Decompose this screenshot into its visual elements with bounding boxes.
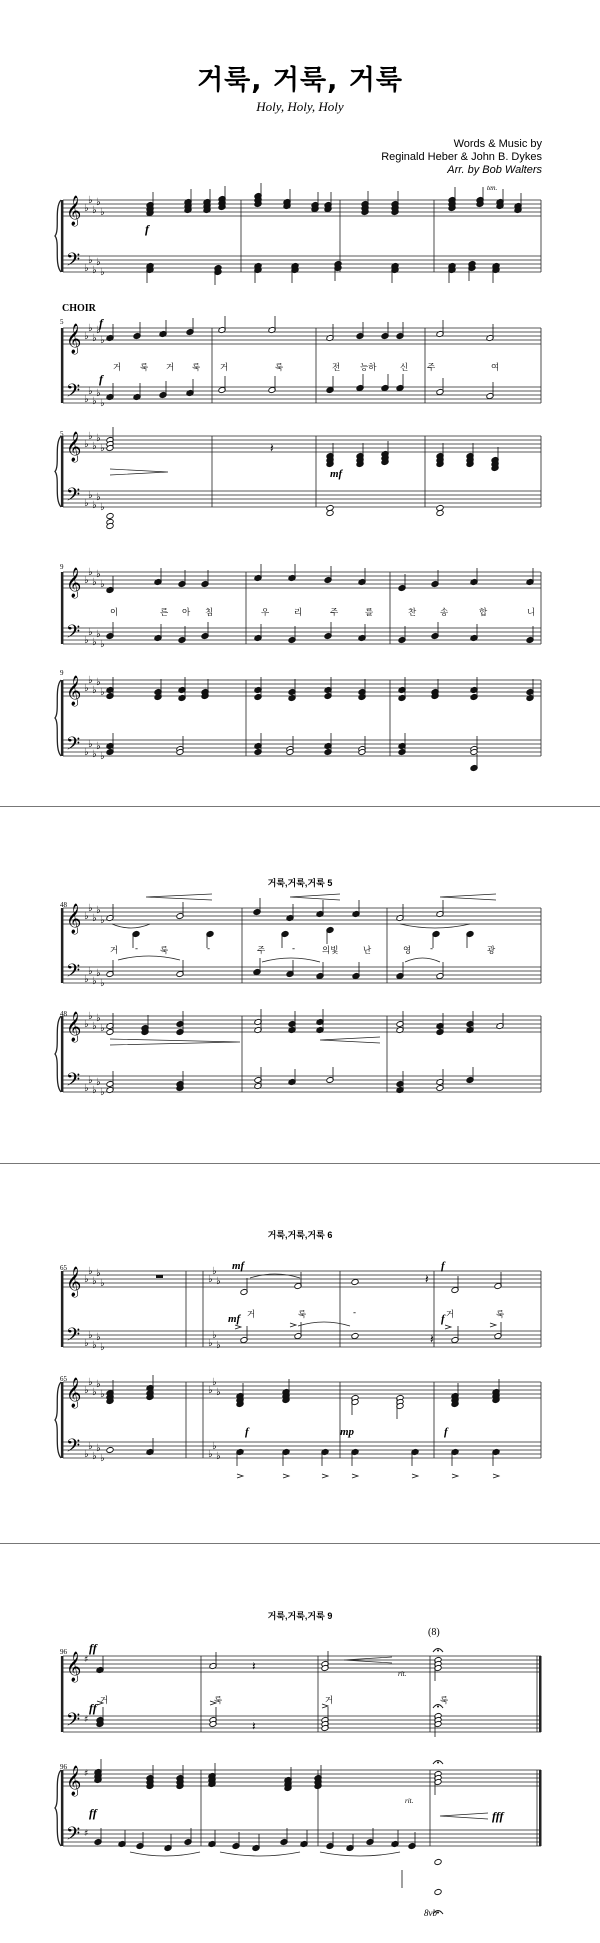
flat-icon: ♭	[96, 1332, 101, 1343]
flat-icon: ♭	[216, 1276, 221, 1287]
slur	[112, 924, 150, 928]
flat-icon: ♭	[92, 1451, 97, 1462]
flat-icon: ♭	[92, 1340, 97, 1351]
flat-icon: ♭	[88, 431, 93, 442]
lyric-syllable: 아	[182, 608, 191, 618]
flat-icon: ♭	[212, 1266, 217, 1277]
slur	[118, 956, 180, 960]
flat-icon: ♭	[92, 577, 97, 588]
lyric-syllable: 룩	[298, 1310, 307, 1320]
treble-clef-icon: 𝄞	[66, 1267, 82, 1297]
flat-icon: ♭	[88, 567, 93, 578]
accent-mark	[352, 1474, 358, 1478]
rit-marking: rit.	[398, 1670, 407, 1678]
lyric-syllable: 룩	[440, 1696, 449, 1706]
crescendo	[290, 894, 340, 900]
treble-clef-icon: 𝄞	[66, 324, 82, 354]
flat-icon: ♭	[88, 1441, 93, 1452]
flat-icon: ♭	[96, 388, 101, 399]
flat-icon: ♭	[84, 747, 89, 758]
measure-number: 9	[60, 669, 64, 677]
lyric-syllable: 거	[166, 363, 175, 373]
flat-icon: ♭	[100, 687, 105, 698]
note-head	[434, 1858, 442, 1865]
lyric-syllable: 의빛	[322, 946, 339, 956]
accent-mark	[412, 1474, 418, 1478]
brace-icon	[55, 1016, 61, 1092]
flat-icon: ♭	[92, 976, 97, 987]
decrescendo	[110, 469, 168, 475]
arranger-credit: Arr. by Bob Walters	[447, 164, 542, 176]
flat-icon: ♭	[92, 637, 97, 648]
measure-number: 96	[60, 1763, 67, 1771]
lyric-syllable: 광	[487, 946, 496, 956]
note-head	[351, 1332, 359, 1339]
flat-icon: ♭	[100, 443, 105, 454]
dynamic-marking: mf	[330, 468, 343, 480]
bass-clef-icon: 𝄢	[66, 1325, 81, 1350]
accent-mark	[322, 1474, 328, 1478]
flat-icon: ♭	[92, 1085, 97, 1096]
lyric-syllable: 룩	[140, 363, 149, 373]
dynamic-marking: f	[99, 372, 103, 386]
measure-number: 48	[60, 1010, 67, 1018]
flat-icon: ♭	[84, 974, 89, 985]
lyric-syllable: 이	[110, 608, 119, 618]
page-subtitle: Holy, Holy, Holy	[256, 99, 344, 114]
flat-icon: ♭	[212, 1377, 217, 1388]
lyric-syllable: 리	[294, 608, 303, 618]
lyric-syllable: 거	[113, 363, 122, 373]
flat-icon: ♭	[88, 966, 93, 977]
note-head	[106, 512, 114, 519]
treble-clef-icon: 𝄞	[66, 1766, 82, 1796]
lyric-syllable: 룩	[160, 946, 169, 956]
flat-icon: ♭	[92, 913, 97, 924]
flat-icon: ♭	[84, 1385, 89, 1396]
dynamic-marking: mp	[340, 1426, 355, 1438]
bass-clef-icon: 𝄢	[66, 1824, 81, 1849]
lyric-syllable: 주	[257, 946, 266, 956]
flat-icon: ♭	[92, 333, 97, 344]
flat-icon: ♭	[96, 1379, 101, 1390]
flat-icon: ♭	[100, 1453, 105, 1464]
dynamic-marking: mf	[228, 1313, 241, 1325]
brace-icon	[55, 436, 61, 507]
flat-icon: ♭	[100, 751, 105, 762]
flat-icon: ♭	[84, 1019, 89, 1030]
bass-clef-icon: 𝄢	[66, 1436, 81, 1461]
flat-icon: ♭	[88, 490, 93, 501]
flat-icon: ♭	[100, 335, 105, 346]
flat-icon: ♭	[96, 968, 101, 979]
flat-icon: ♭	[100, 1023, 105, 1034]
flat-icon: ♭	[96, 257, 101, 268]
page-separator	[0, 1543, 600, 1544]
flat-icon: ♭	[208, 1338, 213, 1349]
flat-icon: ♭	[212, 1330, 217, 1341]
measure-number: 9	[60, 563, 64, 571]
flat-icon: ♭	[88, 323, 93, 334]
lyric-syllable: -	[207, 944, 211, 954]
flat-icon: ♭	[84, 498, 89, 509]
lyric-syllable: 거	[325, 1696, 334, 1706]
flat-icon: ♭	[96, 677, 101, 688]
flat-icon: ♭	[100, 207, 105, 218]
lyric-syllable: 침	[205, 608, 214, 618]
lyric-syllable: 여	[491, 363, 500, 373]
flat-icon: ♭	[84, 263, 89, 274]
flat-icon: ♭	[88, 386, 93, 397]
slur	[400, 924, 470, 928]
lyric-syllable: 찬	[408, 608, 417, 618]
flat-icon: ♭	[100, 1342, 105, 1353]
flat-icon: ♭	[96, 629, 101, 640]
dynamic-marking: f	[99, 316, 103, 330]
bass-clef-icon: 𝄢	[66, 734, 81, 759]
flat-icon: ♭	[84, 1449, 89, 1460]
bass-clef-icon: 𝄢	[66, 622, 81, 647]
treble-clef-icon: 𝄞	[66, 676, 82, 706]
flat-icon: ♭	[84, 683, 89, 694]
accent-mark	[452, 1474, 458, 1478]
page-separator	[0, 1163, 600, 1164]
flat-icon: ♭	[84, 1083, 89, 1094]
flat-icon: ♭	[92, 685, 97, 696]
dynamic-marking: fff	[492, 1809, 504, 1823]
flat-icon: ♭	[96, 492, 101, 503]
flat-icon: ♭	[88, 1377, 93, 1388]
dynamic-marking: f	[245, 1426, 249, 1438]
lyric-syllable: 른	[160, 608, 169, 618]
rit-marking: rit.	[405, 1797, 414, 1805]
fermata-dot	[437, 1706, 439, 1708]
flat-icon: ♭	[88, 903, 93, 914]
accent-mark	[490, 1323, 496, 1327]
flat-icon: ♭	[92, 396, 97, 407]
lyric-syllable: 송	[440, 608, 449, 618]
flat-icon: ♭	[92, 500, 97, 511]
flat-icon: ♭	[88, 675, 93, 686]
flat-icon: ♭	[100, 1087, 105, 1098]
crescendo	[146, 894, 212, 900]
flat-icon: ♭	[88, 255, 93, 266]
lyric-syllable: 신	[400, 363, 409, 373]
sharp-icon: ♯	[84, 1715, 89, 1725]
dynamic-marking: mf	[232, 1260, 245, 1272]
lyric-syllable: 룩	[496, 1310, 505, 1320]
measure-paren: (8)	[428, 1627, 440, 1638]
flat-icon: ♭	[212, 1441, 217, 1452]
flat-icon: ♭	[96, 433, 101, 444]
note-head	[434, 1888, 442, 1895]
fermata-dot	[437, 1762, 439, 1764]
credit-line: Reginald Heber & John B. Dykes	[381, 151, 542, 163]
flat-icon: ♭	[84, 203, 89, 214]
slur	[320, 1852, 400, 1856]
note-head	[351, 1278, 359, 1285]
flat-icon: ♭	[88, 1266, 93, 1277]
treble-clef-icon: 𝄞	[66, 432, 82, 462]
lyric-syllable: 주	[427, 363, 436, 373]
flat-icon: ♭	[88, 1011, 93, 1022]
page-header: 거룩,거룩,거룩 9	[267, 1611, 333, 1621]
flat-icon: ♭	[216, 1451, 221, 1462]
flat-icon: ♭	[84, 1274, 89, 1285]
flat-icon: ♭	[96, 569, 101, 580]
fermata-dot	[437, 1650, 439, 1652]
lyric-syllable: 거	[110, 946, 119, 956]
brace-icon	[55, 680, 61, 756]
final-barline	[539, 1656, 542, 1732]
flat-icon: ♭	[88, 627, 93, 638]
accent-mark	[235, 1325, 241, 1329]
flat-icon: ♭	[92, 265, 97, 276]
flat-icon: ♭	[100, 579, 105, 590]
flat-icon: ♭	[100, 639, 105, 650]
accent-mark	[445, 1325, 451, 1329]
flat-icon: ♭	[88, 739, 93, 750]
flat-icon: ♭	[96, 1077, 101, 1088]
lyric-syllable: 합	[479, 608, 488, 618]
flat-icon: ♭	[100, 502, 105, 513]
sharp-icon: ♯	[84, 1829, 89, 1839]
brace-icon	[55, 1382, 61, 1458]
lyric-syllable: 거	[220, 363, 229, 373]
rest-icon: 𝄽	[425, 1272, 429, 1286]
flat-icon: ♭	[96, 1268, 101, 1279]
flat-icon: ♭	[100, 915, 105, 926]
treble-clef-icon: 𝄞	[66, 196, 82, 226]
flat-icon: ♭	[96, 741, 101, 752]
flat-icon: ♭	[84, 575, 89, 586]
brace-icon	[55, 200, 61, 272]
page-header: 거룩,거룩,거룩 5	[267, 878, 333, 888]
treble-clef-icon: 𝄞	[66, 568, 82, 598]
sharp-icon: ♯	[84, 1655, 89, 1665]
bass-clef-icon: 𝄢	[66, 485, 81, 510]
dynamic-marking: f	[441, 1313, 445, 1325]
flat-icon: ♭	[216, 1340, 221, 1351]
tempo-mark: ten.	[487, 184, 498, 192]
bass-clef-icon: 𝄢	[66, 381, 81, 406]
bass-clef-icon: 𝄢	[66, 1070, 81, 1095]
flat-icon: ♭	[96, 197, 101, 208]
flat-icon: ♭	[100, 978, 105, 989]
bass-clef-icon: 𝄢	[66, 961, 81, 986]
flat-icon: ♭	[84, 331, 89, 342]
brace-icon	[55, 1770, 61, 1846]
lyric-syllable: 영	[403, 946, 412, 956]
flat-icon: ♭	[216, 1387, 221, 1398]
flat-icon: ♭	[96, 325, 101, 336]
lyric-syllable: 룩	[214, 1696, 223, 1706]
accent-mark	[290, 1323, 296, 1327]
flat-icon: ♭	[208, 1385, 213, 1396]
final-barline	[539, 1770, 542, 1846]
measure-number: 65	[60, 1264, 67, 1272]
sharp-icon: ♯	[84, 1769, 89, 1779]
decrescendo	[110, 1039, 240, 1045]
flat-icon: ♭	[208, 1274, 213, 1285]
dynamic-marking: ff	[89, 1806, 97, 1820]
flat-icon: ♭	[92, 1276, 97, 1287]
flat-icon: ♭	[88, 1330, 93, 1341]
measure-number: 96	[60, 1648, 67, 1656]
flat-icon: ♭	[84, 911, 89, 922]
flat-icon: ♭	[100, 398, 105, 409]
flat-icon: ♭	[84, 439, 89, 450]
dynamic-marking: ff	[89, 1701, 97, 1715]
lyric-syllable: 전	[332, 363, 341, 373]
whole-rest	[156, 1275, 163, 1278]
flat-icon: ♭	[92, 749, 97, 760]
note-head	[106, 1446, 114, 1453]
lyric-syllable: 우	[261, 608, 270, 618]
lyric-syllable: 거	[100, 1696, 109, 1706]
flat-icon: ♭	[208, 1449, 213, 1460]
flat-icon: ♭	[88, 1075, 93, 1086]
treble-clef-icon: 𝄞	[66, 904, 82, 934]
lyric-syllable: 룩	[192, 363, 201, 373]
treble-clef-icon: 𝄞	[66, 1378, 82, 1408]
lyric-syllable: -	[430, 944, 434, 954]
rest-icon: 𝄽	[270, 441, 274, 455]
lyric-syllable: -	[292, 944, 296, 954]
measure-number: 48	[60, 901, 67, 909]
treble-clef-icon: 𝄞	[66, 1652, 82, 1682]
treble-clef-icon: 𝄞	[66, 1012, 82, 1042]
crescendo	[440, 1813, 488, 1819]
ottava-marking: 8vb	[424, 1908, 437, 1918]
flat-icon: ♭	[92, 441, 97, 452]
bass-clef-icon: 𝄢	[66, 1710, 81, 1735]
dynamic-marking: ff	[89, 1641, 97, 1655]
slur	[250, 1274, 300, 1278]
lyric-syllable: 거	[446, 1310, 455, 1320]
slur	[220, 1852, 300, 1856]
rest-icon: 𝄽	[430, 1332, 434, 1346]
rest-icon: 𝄽	[252, 1719, 256, 1733]
dynamic-marking: f	[444, 1426, 448, 1438]
lyric-syllable: 니	[527, 608, 536, 618]
choir-label: CHOIR	[62, 303, 96, 314]
lyric-syllable: -	[135, 944, 139, 954]
slur	[262, 958, 320, 962]
page-header: 거룩,거룩,거룩 6	[267, 1230, 333, 1240]
credit-line: Words & Music by	[453, 138, 542, 150]
lyric-syllable: 난	[363, 946, 372, 956]
flat-icon: ♭	[88, 195, 93, 206]
lyric-syllable: 주	[330, 608, 339, 618]
flat-icon: ♭	[100, 267, 105, 278]
accent-mark	[237, 1474, 243, 1478]
accent-mark	[283, 1474, 289, 1478]
page-separator	[0, 806, 600, 807]
lyric-syllable: 능하	[360, 363, 377, 373]
flat-icon: ♭	[92, 205, 97, 216]
slur	[405, 958, 440, 962]
flat-icon: ♭	[96, 905, 101, 916]
flat-icon: ♭	[84, 394, 89, 405]
flat-icon: ♭	[96, 1013, 101, 1024]
lyric-syllable: 룩	[275, 363, 284, 373]
fermata-dot	[437, 1912, 439, 1914]
lyric-syllable: 를	[365, 608, 374, 618]
measure-number: 5	[60, 318, 64, 326]
flat-icon: ♭	[100, 1278, 105, 1289]
accent-mark	[493, 1474, 499, 1478]
lyric-syllable: -	[353, 1308, 357, 1318]
dynamic-marking: f	[145, 222, 149, 236]
rest-icon: 𝄽	[252, 1659, 256, 1673]
flat-icon: ♭	[92, 1387, 97, 1398]
dynamic-marking: f	[441, 1260, 445, 1272]
page-title: 거룩, 거룩, 거룩	[197, 65, 403, 96]
flat-icon: ♭	[96, 1443, 101, 1454]
bass-clef-icon: 𝄢	[66, 250, 81, 275]
crescendo	[320, 1037, 380, 1043]
flat-icon: ♭	[84, 635, 89, 646]
measure-number: 65	[60, 1375, 67, 1383]
flat-icon: ♭	[84, 1338, 89, 1349]
measure-number: 5	[60, 430, 64, 438]
flat-icon: ♭	[100, 1389, 105, 1400]
crescendo	[440, 894, 496, 900]
slur	[298, 1322, 350, 1326]
flat-icon: ♭	[92, 1021, 97, 1032]
lyric-syllable: 거	[247, 1310, 256, 1320]
slur	[130, 1852, 200, 1856]
